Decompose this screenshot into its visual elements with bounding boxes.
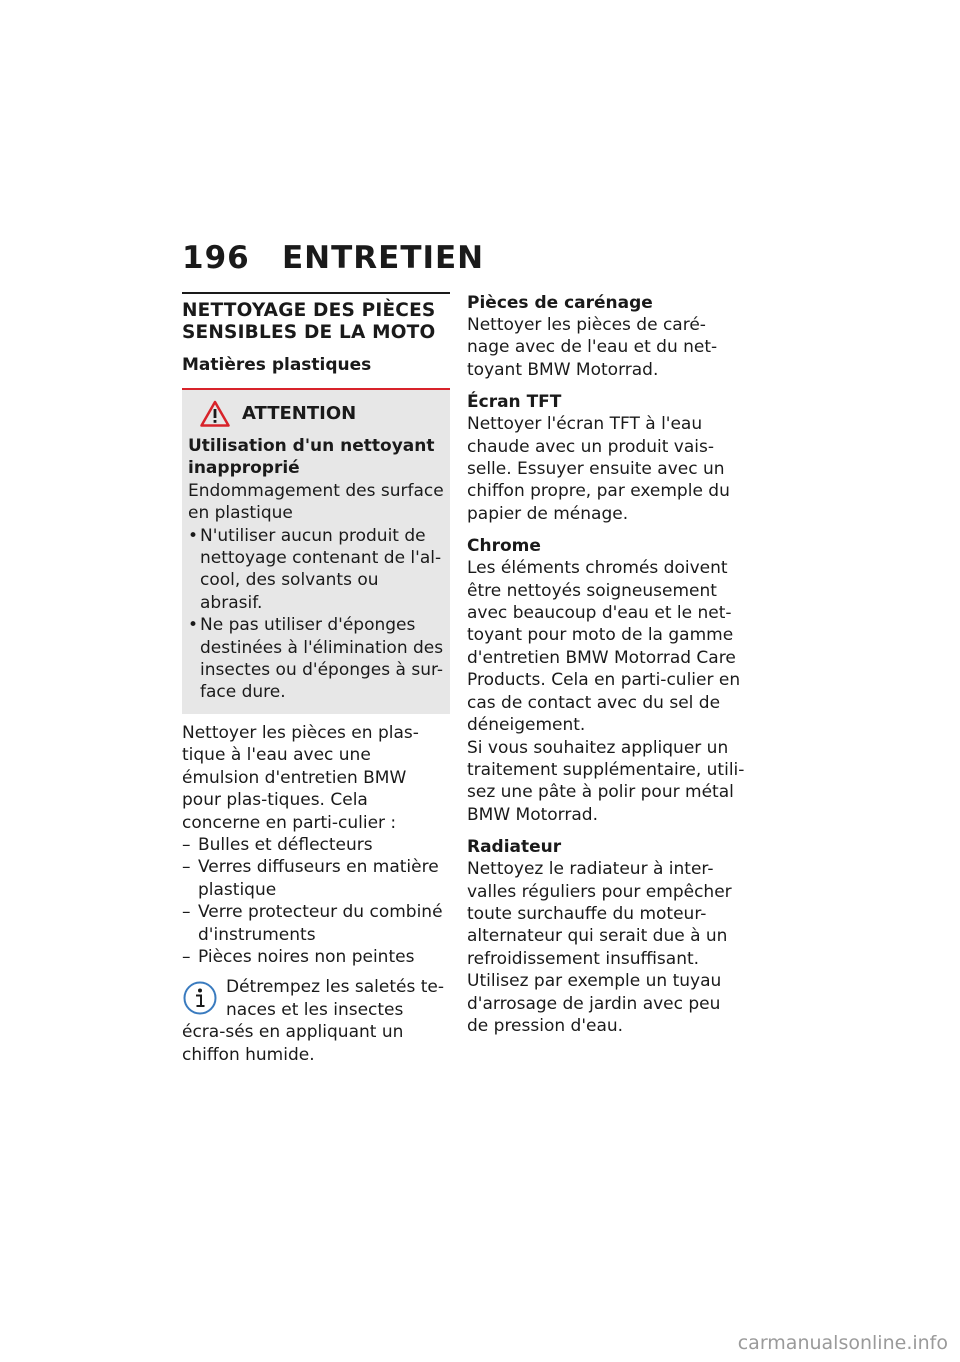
- section-text: Si vous souhaitez appliquer un traitement supplémentaire, utili-sez une pâte à polir pour métal BMW Motorrad.: [467, 737, 745, 825]
- list-item: – Verres diffuseurs en matière plastique: [182, 857, 439, 900]
- note-text: Détrempez les saletés te-naces et les insectes écra-sés en appliquant un chiffon humide.: [182, 977, 444, 1065]
- list-item: – Pièces noires non peintes: [182, 946, 415, 967]
- page-number: 196: [182, 240, 250, 276]
- warning-label: ATTENTION: [242, 403, 357, 424]
- chapter-title: ENTRETIEN: [282, 240, 485, 276]
- info-icon: [182, 980, 218, 1016]
- warning-box: [182, 388, 450, 714]
- right-column: [467, 292, 747, 1037]
- section-text: Nettoyer l'écran TFT à l'eau chaude avec un produit vais-selle. Essuyer ensuite avec un chiffon propre, par exemple du papier de ménage.: [467, 414, 730, 524]
- section-rule: [182, 292, 450, 294]
- body-paragraph: Nettoyer les pièces en plas-tique à l'eau avec une émulsion d'entretien BMW pour plas-tiques. Cela concerne en parti-culier :: [182, 722, 419, 833]
- left-column: [182, 292, 450, 1066]
- info-note: [182, 976, 450, 1066]
- section-heading: Pièces de carénage: [467, 293, 653, 313]
- section-heading: Écran TFT: [467, 392, 562, 413]
- section-text: Les éléments chromés doivent être nettoyés soigneusement avec beaucoup d'eau et le net-toyant pour moto de la gamme d'entretien BMW Motorrad Care Products. Cela en parti-culier en cas de contact avec du sel de déneigement.: [467, 558, 741, 736]
- section-heading: Chrome: [467, 536, 541, 557]
- section-heading: Radiateur: [467, 837, 562, 858]
- warning-header: [200, 400, 444, 427]
- warning-text: Endommagement des surface en plastique: [188, 480, 444, 524]
- section-title: NETTOYAGE DES PIÈCES SENSIBLES DE LA MOTO: [182, 300, 436, 343]
- warning-bullet: • Ne pas utiliser d'éponges destinées à l'élimination des insectes ou d'éponges à sur-face dure.: [188, 615, 444, 703]
- page-header: [182, 240, 484, 276]
- list-item: – Bulles et déflecteurs: [182, 834, 373, 855]
- warning-heading: Utilisation d'un nettoyant inapproprié: [188, 436, 435, 479]
- subsection-title: Matières plastiques: [182, 355, 372, 375]
- watermark: carmanualsonline.info: [737, 1332, 948, 1354]
- warning-bullet: • N'utiliser aucun produit de nettoyage contenant de l'al-cool, des solvants ou abrasif.: [188, 525, 442, 613]
- section-text: Nettoyez le radiateur à inter-valles réguliers pour empêcher toute surchauffe du moteur-alternateur qui serait due à un refroidissement insuffisant. Utilisez par exemple un tuyau d'arrosage de jardin avec peu de pression d'eau.: [467, 859, 732, 1036]
- warning-triangle-icon: [200, 400, 230, 427]
- list-item: – Verre protecteur du combiné d'instruments: [182, 902, 443, 945]
- section-text: Nettoyer les pièces de caré-nage avec de l'eau et du net-toyant BMW Motorrad.: [467, 315, 718, 380]
